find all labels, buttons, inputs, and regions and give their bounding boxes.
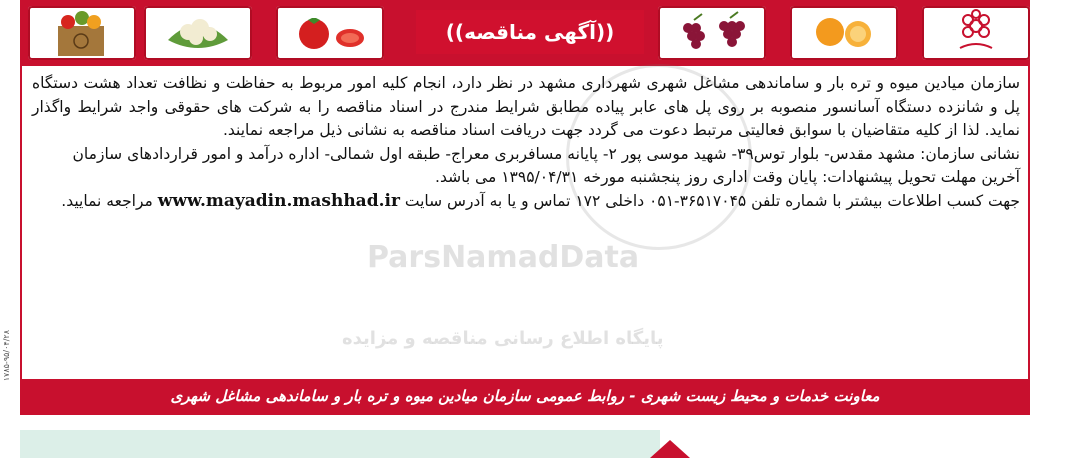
tender-ad [20,0,1030,415]
website-link[interactable]: www.mayadin.mashhad.ir [157,190,400,211]
next-ad-strip [20,430,660,458]
basket-icon [28,6,136,60]
watermark-caption: پایگاه اطلاع رسانی مناقصه و مزایده [342,328,664,349]
contact-text: جهت کسب اطلاعات بیشتر با شماره تلفن ۳۶۵۱۷۰۴۵-۰۵۱ داخلی ۱۷۲ تماس و یا به آدرس سایت [404,191,1020,210]
header-band [22,2,1028,66]
ad-paragraph: سازمان میادین میوه و تره بار و ساماندهی مشاغل شهری شهرداری مشهد در نظر دارد، انجام کلیه امور مربوط به حفاظت و نظافت تعداد هشت دستگاه پل و شانزده دستگاه آسانسور منصوبه بر روی پل های عابر پیاده مطابق شرایط مندرج در اسناد مناقصه را به شرکت های حقوقی واجد شرایط واگذار نماید. لذا از کلیه متقاضیان با سوابق فعالیتی مرتبط دعوت می گردد جهت دریافت اسناد مناقصه به نشانی ذیل مراجعه نمایند. [32,74,1020,139]
tomato-icon [276,6,384,60]
ad-deadline: آخرین مهلت تحویل پیشنهادات: پایان وقت اداری روز پنجشنبه مورخه ۱۳۹۵/۰۴/۳۱ می باشد. [435,168,1020,186]
watermark-brand: ParsNamadData [367,240,640,275]
mayadin-logo-icon [922,6,1030,60]
ad-address: نشانی سازمان: مشهد مقدس- بلوار توس۳۹- شهید موسی پور ۲- پایانه مسافربری معراج- طبقه اول شمالی- اداره درآمد و امور قراردادهای سازمان [72,144,1020,163]
grapes-icon [658,6,766,60]
orange-icon [790,6,898,60]
ad-contact [32,190,1020,214]
ad-footer: معاونت خدمات و محیط زیست شهری - روابط عمومی سازمان میادین میوه و تره بار و ساماندهی مشاغل شهری [170,387,880,405]
ad-body [32,72,1020,213]
footer-band [22,379,1028,413]
side-code: ۱۷۸۵-۹۵/۰۴/۲۸ [2,330,11,382]
ad-title: ((آگهی مناقصه)) [416,10,644,54]
cauliflower-icon [144,6,252,60]
contact-end: مراجعه نمایید. [61,191,153,210]
next-ad-logo-icon [650,438,690,458]
